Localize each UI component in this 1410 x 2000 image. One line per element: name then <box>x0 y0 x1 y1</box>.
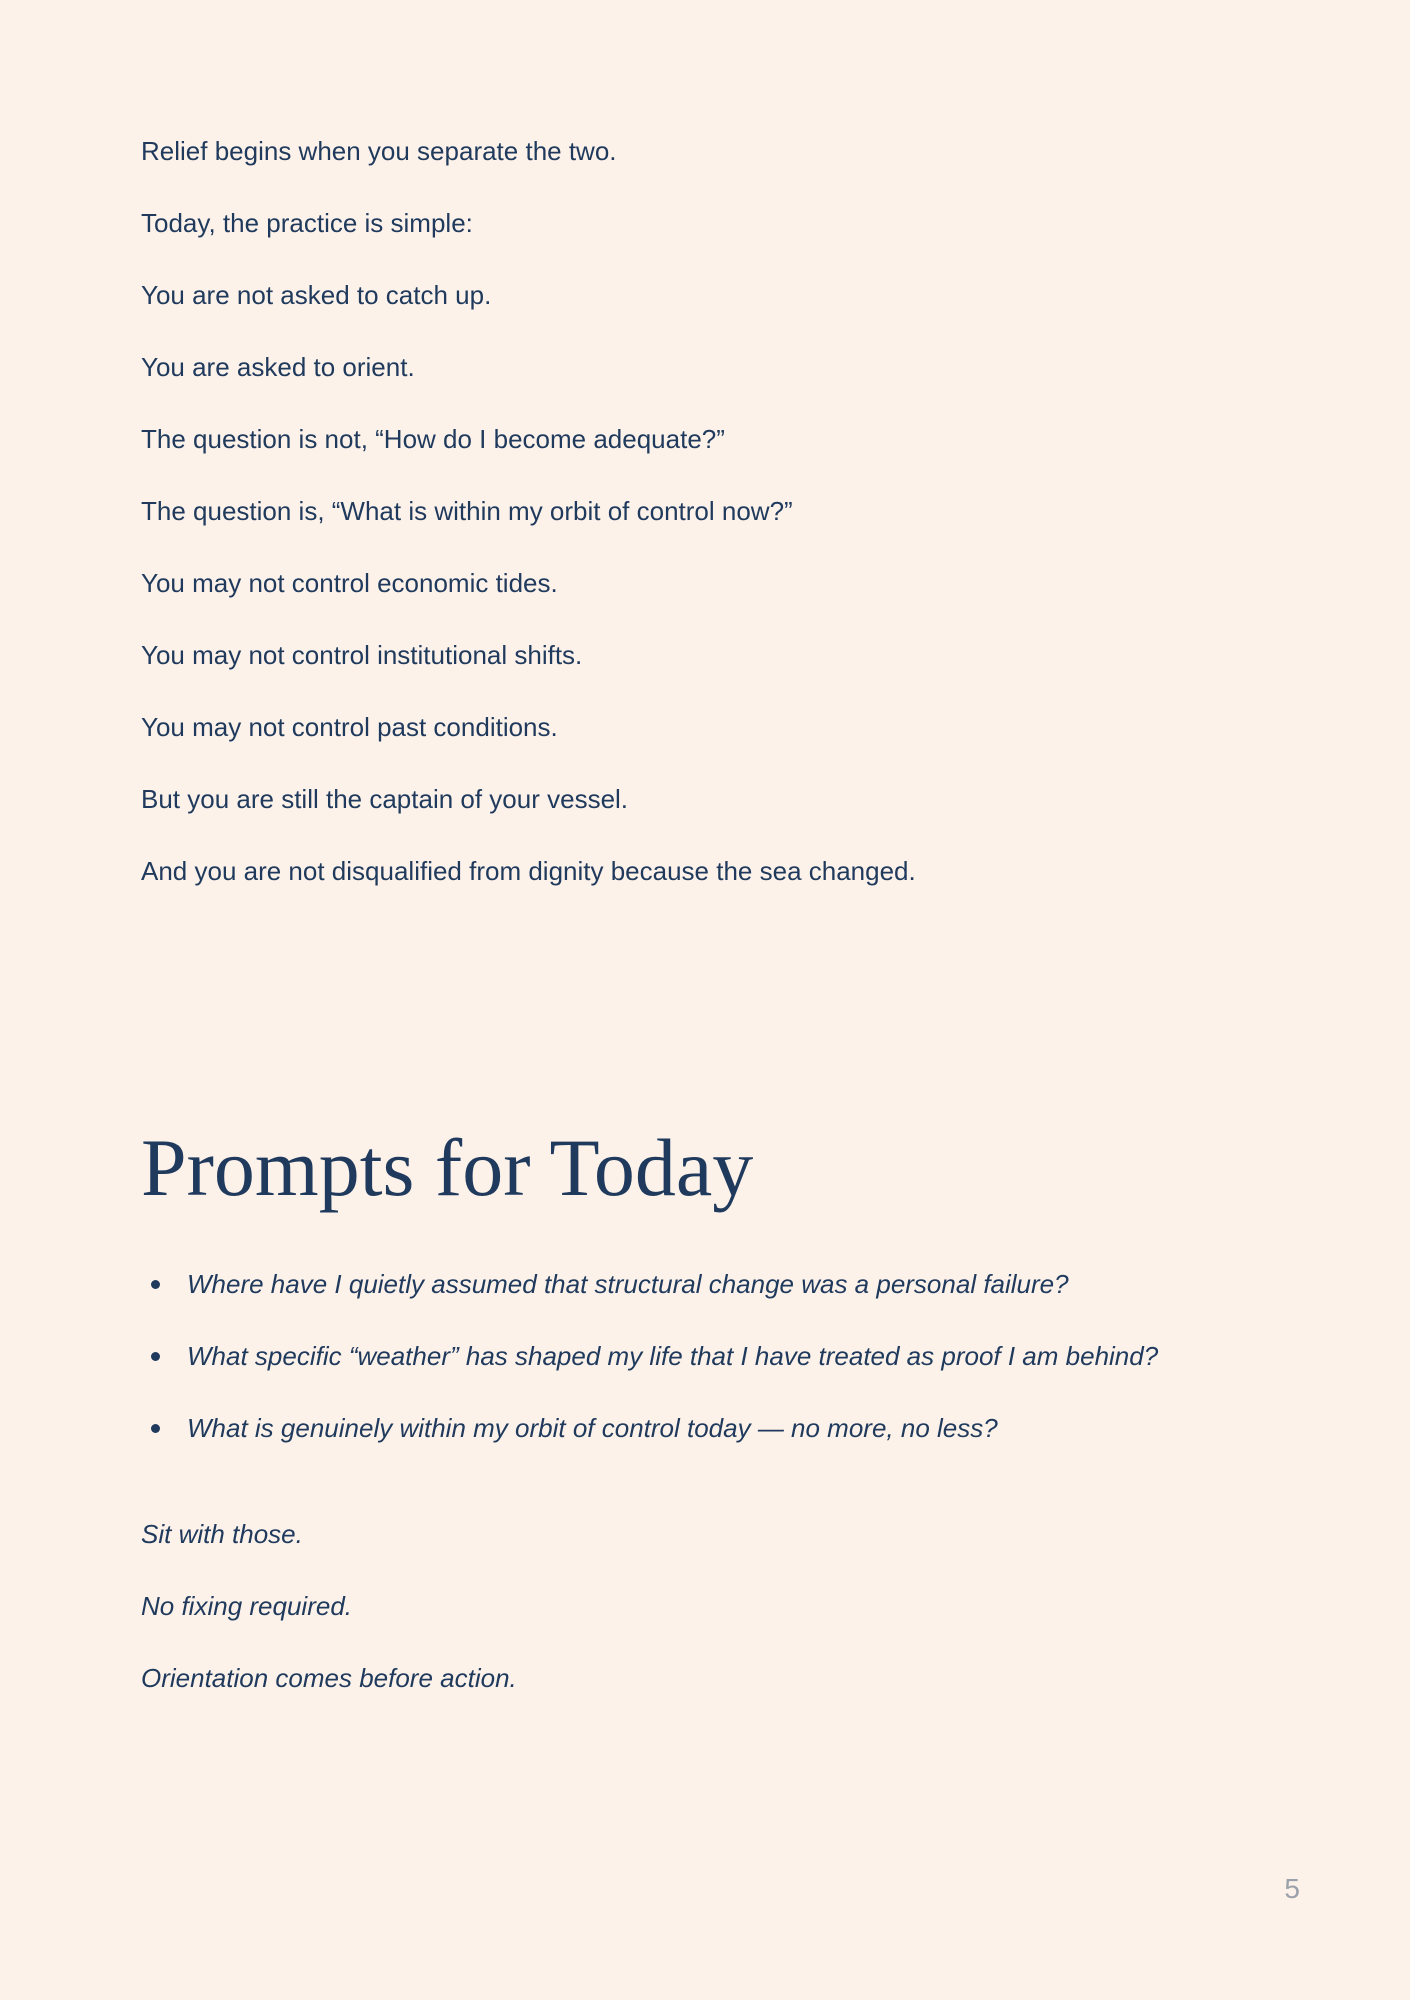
paragraph: You may not control economic tides. <box>141 568 558 598</box>
list-item <box>141 1338 1341 1374</box>
page-number: 5 <box>1284 1873 1300 1904</box>
prompt-text: Where have I quietly assumed that structural change was a personal failure? <box>187 1269 1069 1299</box>
paragraph: You are asked to orient. <box>141 352 415 382</box>
paragraph: The question is not, “How do I become adequate?” <box>141 424 725 454</box>
paragraph: The question is, “What is within my orbit of control now?” <box>141 496 793 526</box>
closing-lines <box>141 1516 517 1732</box>
bullet-icon <box>151 1280 160 1289</box>
paragraph: Relief begins when you separate the two. <box>141 136 617 166</box>
paragraph: You may not control past conditions. <box>141 712 558 742</box>
bullet-icon <box>151 1424 160 1433</box>
prompt-text: What specific “weather” has shaped my life that I have treated as proof I am behind? <box>187 1341 1159 1371</box>
closing-line: Sit with those. <box>141 1519 303 1549</box>
prompt-list <box>141 1266 1341 1482</box>
bullet-icon <box>151 1352 160 1361</box>
paragraph: And you are not disqualified from dignity because the sea changed. <box>141 856 916 886</box>
prompt-text: What is genuinely within my orbit of control today — no more, no less? <box>187 1413 998 1443</box>
list-item <box>141 1410 1341 1446</box>
paragraph: You may not control institutional shifts. <box>141 640 583 670</box>
closing-line: No fixing required. <box>141 1591 352 1621</box>
list-item <box>141 1266 1341 1302</box>
section-heading: Prompts for Today <box>141 1122 754 1213</box>
paragraph: But you are still the captain of your vessel. <box>141 784 629 814</box>
body-text <box>141 133 1271 925</box>
closing-line: Orientation comes before action. <box>141 1663 517 1693</box>
paragraph: Today, the practice is simple: <box>141 208 473 238</box>
paragraph: You are not asked to catch up. <box>141 280 492 310</box>
